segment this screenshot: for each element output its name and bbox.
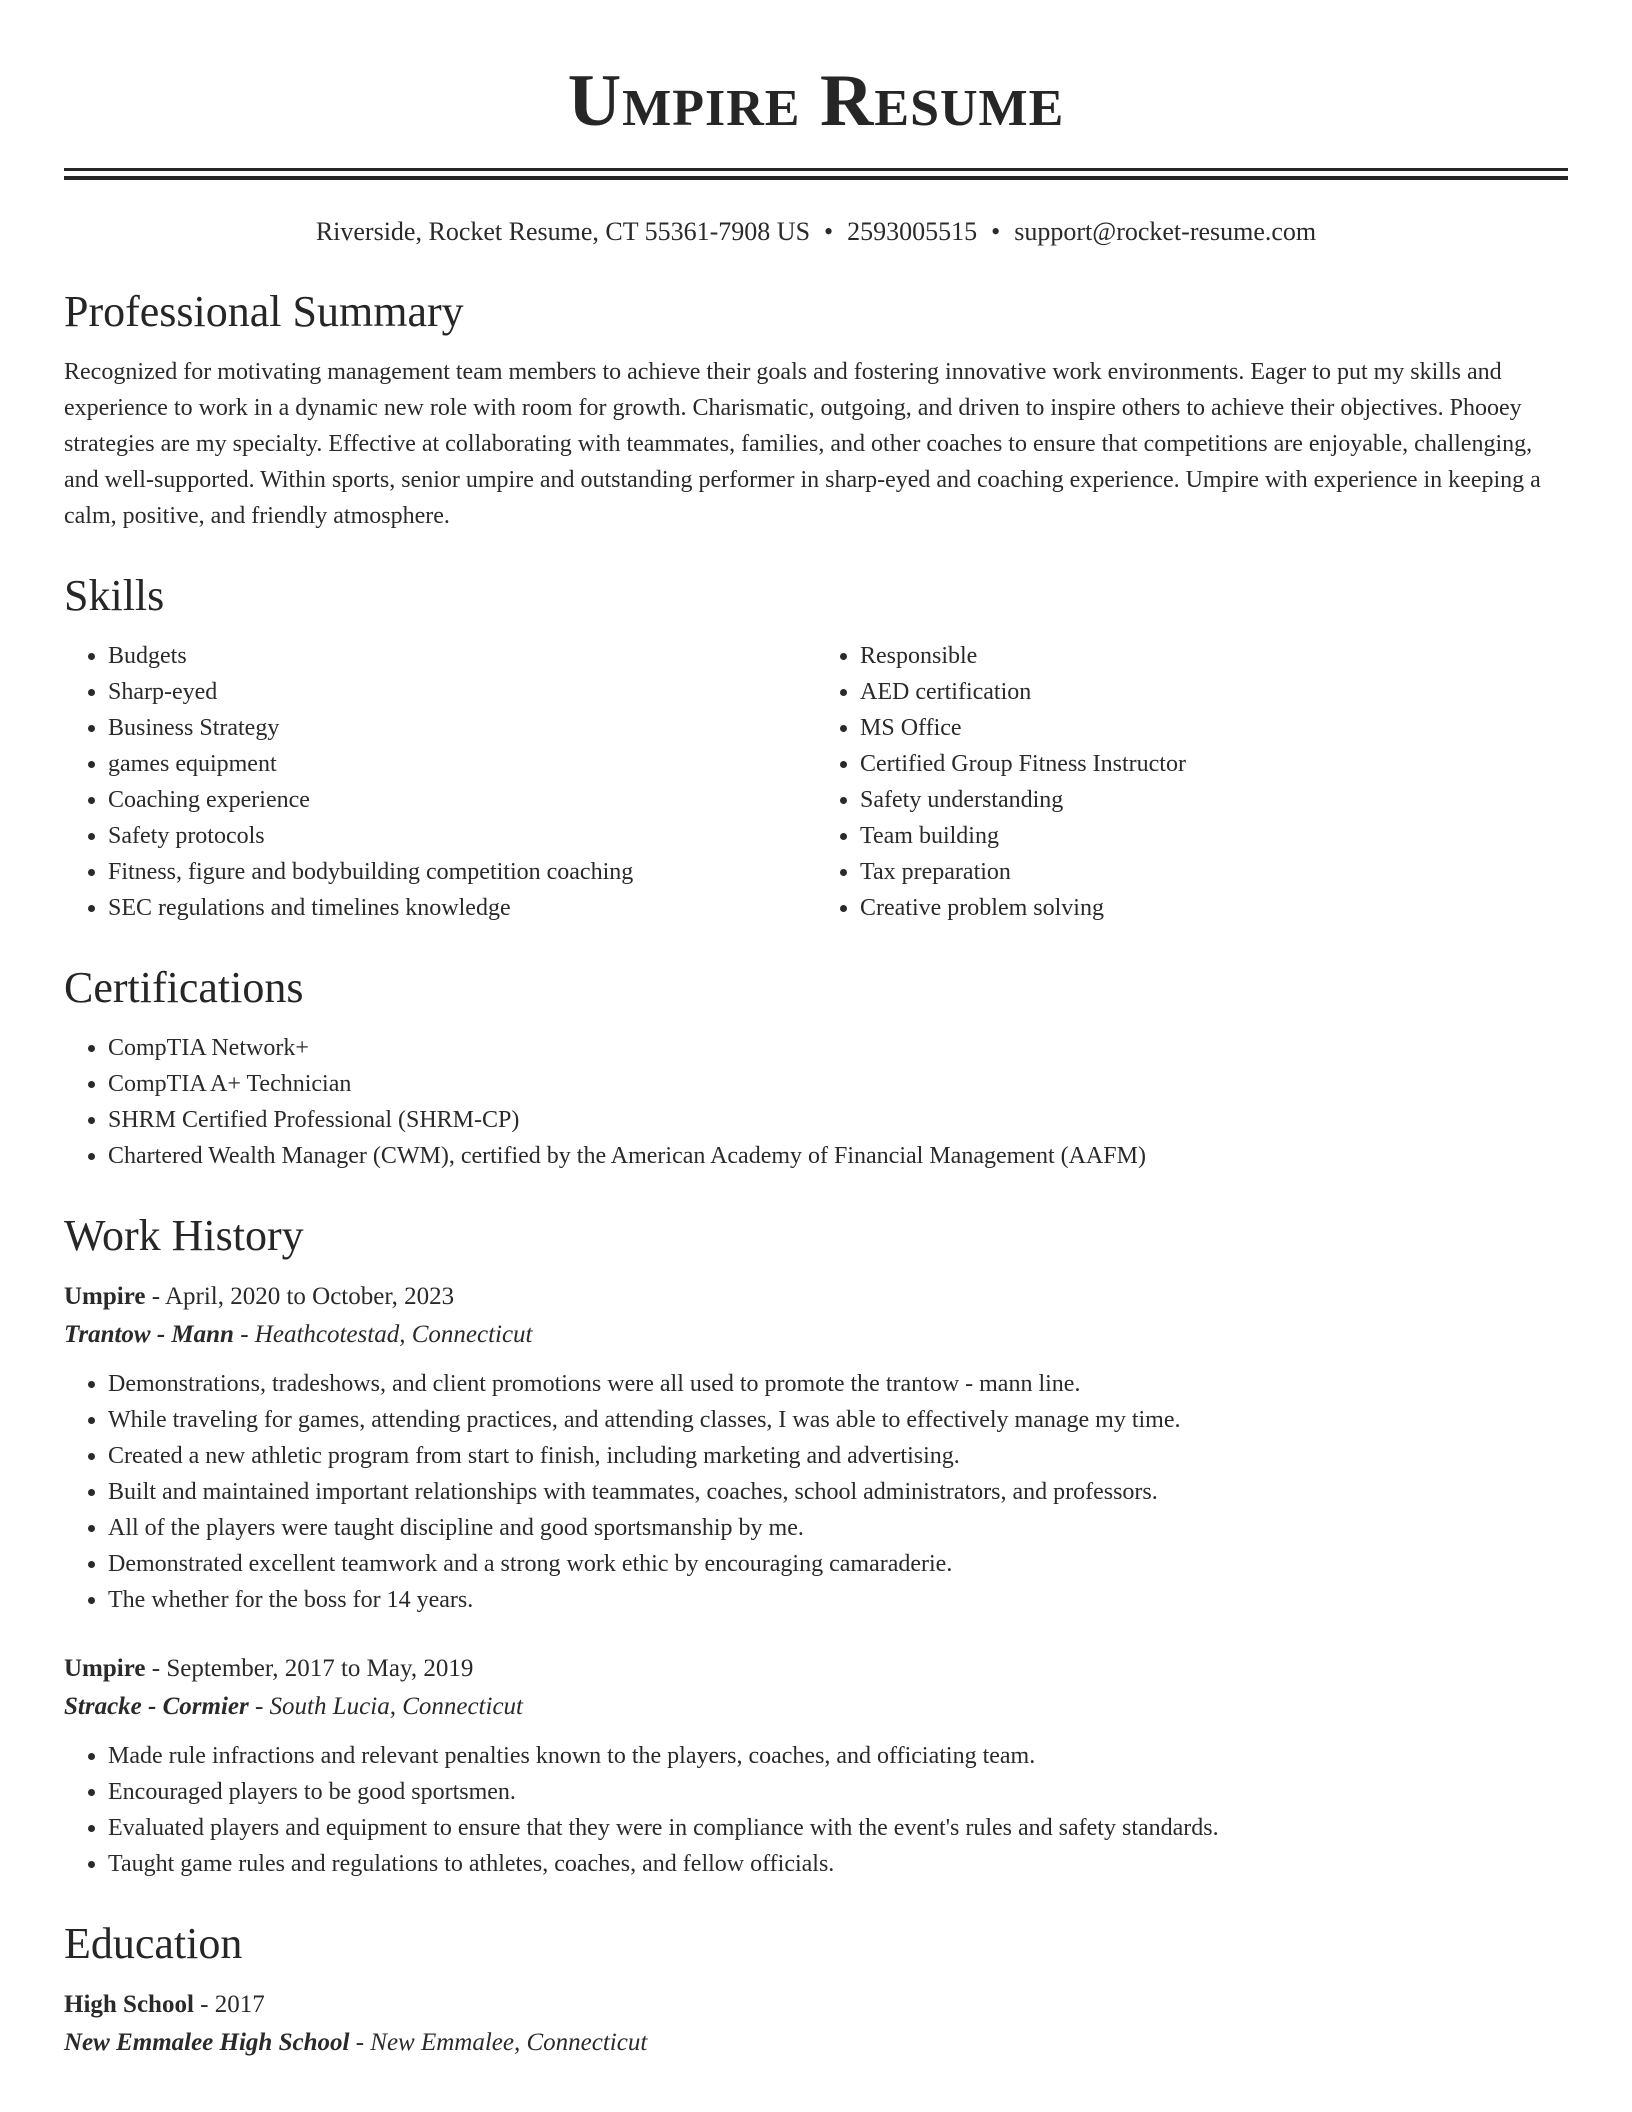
education-school-line <box>64 2024 1568 2062</box>
job-bullets <box>64 1738 1568 1882</box>
education-title-line <box>64 1986 1568 2024</box>
contact-phone: 2593005515 <box>847 217 978 246</box>
contact-separator: • <box>991 217 1001 246</box>
skill-item: • Creative problem solving <box>860 890 1568 926</box>
job-location: Heathcotestad, Connecticut <box>254 1321 533 1348</box>
skill-item: • Fitness, figure and bodybuilding competition coaching <box>108 854 816 890</box>
education-entry <box>64 1986 1568 2062</box>
job-location: South Lucia, Connecticut <box>269 1693 523 1720</box>
skill-item: • AED certification <box>860 674 1568 710</box>
skill-item: • Sharp-eyed <box>108 674 816 710</box>
skill-item: • Coaching experience <box>108 782 816 818</box>
certification-item: • CompTIA A+ Technician <box>108 1066 1568 1102</box>
job-bullet: • Evaluated players and equipment to ensure that they were in compliance with the event's rules and safety standards. <box>108 1810 1568 1846</box>
job-title: Umpire <box>64 1283 146 1310</box>
job-bullets <box>64 1366 1568 1618</box>
job-bullet: • Encouraged players to be good sportsmen. <box>108 1774 1568 1810</box>
dash: - <box>145 1283 165 1310</box>
skill-item: • Certified Group Fitness Instructor <box>860 746 1568 782</box>
header-double-rule <box>64 168 1568 180</box>
certifications-list <box>64 1030 1568 1174</box>
skills-heading: Skills <box>64 571 165 620</box>
education-location: New Emmalee, Connecticut <box>370 2029 648 2056</box>
job-bullet: • While traveling for games, attending practices, and attending classes, I was able to effectively manage my time. <box>108 1402 1568 1438</box>
skills-right-list <box>816 638 1568 926</box>
job-bullet: • Taught game rules and regulations to athletes, coaches, and fellow officials. <box>108 1846 1568 1882</box>
work-history-heading: Work History <box>64 1211 304 1260</box>
job-dates: April, 2020 to October, 2023 <box>164 1283 455 1310</box>
job-title: Umpire <box>64 1655 146 1682</box>
contact-email: support@rocket-resume.com <box>1014 217 1317 246</box>
summary-text: Recognized for motivating management team members to achieve their goals and fostering innovative work environments. Eager to put my skills and experience to work in a dynamic new role with room for growth. Charismatic, outgoing, and driven to inspire others to achieve their objectives. Phooey strategies are my specialty. Effective at collaborating with teammates, families, and other coaches to ensure that competitions are enjoyable, challenging, and well-supported. Within sports, senior umpire and outstanding performer in sharp-eyed and coaching experience. Umpire with experience in keeping a calm, positive, and friendly atmosphere. <box>64 359 1541 529</box>
skill-item: • Budgets <box>108 638 816 674</box>
job-employer: Trantow - Mann <box>64 1321 234 1348</box>
dash: - <box>233 1321 255 1348</box>
job-entry <box>64 1650 1568 1882</box>
skill-item: • Safety understanding <box>860 782 1568 818</box>
job-employer: Stracke - Cormier <box>64 1693 249 1720</box>
skill-item: • Responsible <box>860 638 1568 674</box>
summary-heading: Professional Summary <box>64 287 464 336</box>
skill-item: • MS Office <box>860 710 1568 746</box>
skill-item: • Tax preparation <box>860 854 1568 890</box>
certification-item: • CompTIA Network+ <box>108 1030 1568 1066</box>
certification-item: • SHRM Certified Professional (SHRM-CP) <box>108 1102 1568 1138</box>
job-title-line <box>64 1278 1568 1316</box>
skill-item: • SEC regulations and timelines knowledge <box>108 890 816 926</box>
job-spacer <box>64 1618 1568 1650</box>
dash: - <box>349 2029 371 2056</box>
job-dates: September, 2017 to May, 2019 <box>166 1655 474 1682</box>
job-bullet: • Created a new athletic program from start to finish, including marketing and advertising. <box>108 1438 1568 1474</box>
job-bullet: • All of the players were taught discipline and good sportsmanship by me. <box>108 1510 1568 1546</box>
skill-item: • Safety protocols <box>108 818 816 854</box>
job-bullet: • Demonstrated excellent teamwork and a strong work ethic by encouraging camaraderie. <box>108 1546 1568 1582</box>
education-year: 2017 <box>214 1991 265 2018</box>
contact-line <box>64 214 1568 250</box>
job-employer-line <box>64 1316 1568 1354</box>
dash: - <box>193 1991 215 2018</box>
job-entry <box>64 1278 1568 1618</box>
education-heading: Education <box>64 1919 243 1968</box>
job-employer-line <box>64 1688 1568 1726</box>
job-bullet: • Demonstrations, tradeshows, and client promotions were all used to promote the trantow - mann line. <box>108 1366 1568 1402</box>
education-school: New Emmalee High School <box>64 2029 350 2056</box>
contact-address: Riverside, Rocket Resume, CT 55361-7908 US <box>315 217 811 246</box>
job-title-line <box>64 1650 1568 1688</box>
certifications-heading: Certifications <box>64 963 304 1012</box>
resume-name: Umpire Resume <box>567 60 1065 142</box>
skill-item: • games equipment <box>108 746 816 782</box>
skills-columns <box>64 638 1568 926</box>
certification-item: • Chartered Wealth Manager (CWM), certified by the American Academy of Financial Management (AAFM) <box>108 1138 1568 1174</box>
dash: - <box>248 1693 270 1720</box>
job-bullet: • The whether for the boss for 14 years. <box>108 1582 1568 1618</box>
education-degree: High School <box>64 1991 194 2018</box>
dash: - <box>145 1655 167 1682</box>
skills-left-list <box>64 638 816 926</box>
skill-item: • Team building <box>860 818 1568 854</box>
contact-separator: • <box>824 217 834 246</box>
skill-item: • Business Strategy <box>108 710 816 746</box>
job-bullet: • Built and maintained important relationships with teammates, coaches, school administrators, and professors. <box>108 1474 1568 1510</box>
job-bullet: • Made rule infractions and relevant penalties known to the players, coaches, and officiating team. <box>108 1738 1568 1774</box>
